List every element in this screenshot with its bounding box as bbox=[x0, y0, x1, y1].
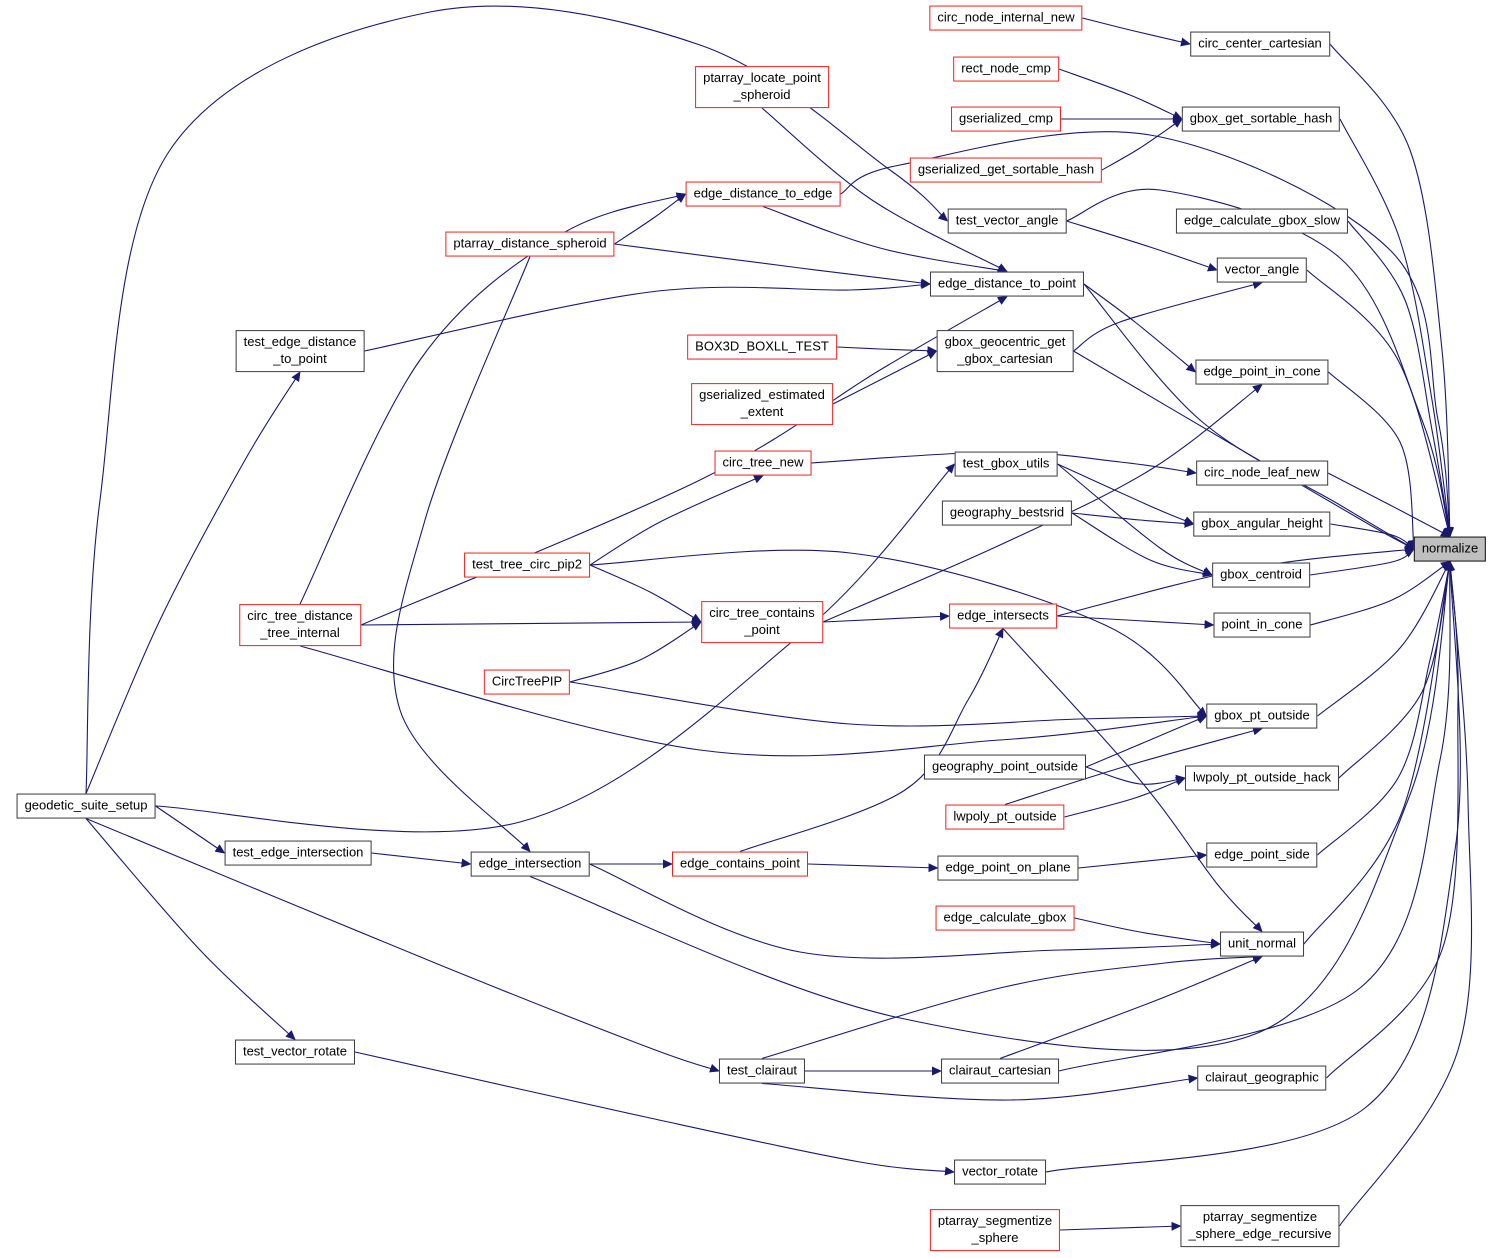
node-label: edge_calculate_gbox bbox=[943, 909, 1067, 925]
node-label: circ_node_leaf_new bbox=[1204, 464, 1320, 480]
edge-test_gbox_utils-to-gbox_angular_height bbox=[1058, 464, 1194, 524]
node-vector_angle[interactable] bbox=[1217, 258, 1307, 283]
node-label: geography_bestsrid bbox=[949, 504, 1065, 520]
node-test_clairaut[interactable] bbox=[719, 1059, 805, 1084]
node-label: gserialized_get_sortable_hash bbox=[917, 161, 1095, 177]
node-vector_rotate[interactable] bbox=[954, 1160, 1046, 1185]
node-label: vector_angle bbox=[1224, 261, 1300, 277]
edge-edge_point_in_cone-to-normalize bbox=[1329, 372, 1415, 549]
node-label: geography_point_outside bbox=[931, 758, 1079, 774]
node-ptarray_segmentize_sphere[interactable] bbox=[930, 1209, 1060, 1251]
node-label: _to_point bbox=[273, 351, 327, 366]
edge-unit_normal-to-normalize bbox=[1304, 562, 1450, 945]
node-label: lwpoly_pt_outside_hack bbox=[1192, 769, 1332, 785]
node-circ_center_cartesian[interactable] bbox=[1190, 32, 1330, 57]
node-label: edge_distance_to_point bbox=[937, 275, 1077, 291]
node-gbox_centroid[interactable] bbox=[1212, 563, 1310, 588]
node-ptarray_distance_spheroid[interactable] bbox=[445, 232, 614, 257]
edge-geography_bestsrid-to-gbox_angular_height bbox=[1072, 513, 1194, 524]
node-geography_bestsrid[interactable] bbox=[942, 501, 1072, 526]
node-label: edge_contains_point bbox=[680, 855, 800, 871]
edge-circ_node_internal_new-to-circ_center_cartesian bbox=[1083, 18, 1191, 44]
edge-edge_calculate_gbox_slow-to-normalize bbox=[1348, 221, 1450, 537]
edge-circ_tree_distance_tree_internal-to-circ_tree_contains_point bbox=[361, 622, 701, 625]
node-label: gbox_get_sortable_hash bbox=[1189, 110, 1333, 126]
edge-CircTreePIP-to-circ_tree_contains_point bbox=[570, 622, 701, 682]
node-label: ptarray_segmentize bbox=[937, 1213, 1053, 1229]
edge-gbox_geocentric_get_gbox_cartesian-to-vector_angle bbox=[1074, 283, 1263, 352]
edge-gbox_get_sortable_hash-to-normalize bbox=[1340, 119, 1450, 537]
edge-CircTreePIP-to-gbox_pt_outside bbox=[570, 682, 1207, 726]
node-edge_contains_point[interactable] bbox=[672, 852, 808, 877]
node-label: circ_tree_new bbox=[722, 454, 804, 470]
node-gserialized_get_sortable_hash[interactable] bbox=[910, 158, 1102, 183]
node-label: gbox_geocentric_get bbox=[944, 334, 1066, 350]
node-label: ptarray_segmentize bbox=[1202, 1209, 1318, 1225]
node-label: _sphere bbox=[971, 1230, 1019, 1245]
node-CircTreePIP[interactable] bbox=[484, 670, 570, 695]
edge-edge_intersects-to-point_in_cone bbox=[1057, 616, 1214, 625]
node-label: circ_tree_distance bbox=[247, 608, 353, 624]
node-lwpoly_pt_outside_hack[interactable] bbox=[1185, 766, 1339, 791]
node-point_in_cone[interactable] bbox=[1214, 613, 1311, 638]
node-label: test_clairaut bbox=[726, 1062, 798, 1078]
node-label: gbox_centroid bbox=[1220, 566, 1302, 582]
edge-geodetic_suite_setup-to-test_edge_intersection bbox=[156, 806, 225, 853]
node-label: edge_intersects bbox=[957, 607, 1049, 623]
edge-test_edge_intersection-to-edge_intersection bbox=[372, 853, 471, 864]
edge-ptarray_distance_spheroid-to-edge_distance_to_point bbox=[615, 244, 931, 284]
edge-gserialized_get_sortable_hash-to-gbox_get_sortable_hash bbox=[1102, 119, 1182, 170]
edge-edge_distance_to_point-to-normalize bbox=[1084, 284, 1414, 549]
node-label: test_edge_distance bbox=[243, 334, 357, 350]
node-label: _extent bbox=[740, 404, 784, 419]
node-label: _tree_internal bbox=[260, 625, 340, 640]
node-label: _point bbox=[744, 622, 780, 637]
node-unit_normal[interactable] bbox=[1220, 932, 1304, 957]
edge-edge_distance_to_point-to-edge_point_in_cone bbox=[1084, 284, 1196, 372]
edge-test_vector_rotate-to-vector_rotate bbox=[355, 1052, 954, 1172]
edge-rect_node_cmp-to-gbox_get_sortable_hash bbox=[1059, 69, 1182, 119]
edge-edge_point_on_plane-to-edge_point_side bbox=[1079, 855, 1207, 868]
edge-circ_tree_contains_point-to-edge_intersects bbox=[823, 616, 949, 622]
node-label: edge_point_in_cone bbox=[1203, 363, 1321, 379]
edge-ptarray_segmentize_sphere_edge_recursive-to-normalize bbox=[1340, 562, 1472, 1227]
edge-edge_point_side-to-normalize bbox=[1318, 562, 1451, 856]
node-label: test_vector_rotate bbox=[242, 1043, 348, 1059]
node-edge_distance_to_point[interactable] bbox=[930, 272, 1084, 297]
node-label: test_gbox_utils bbox=[962, 455, 1050, 471]
node-gbox_pt_outside[interactable] bbox=[1206, 704, 1317, 729]
node-circ_tree_contains_point[interactable] bbox=[701, 601, 823, 643]
edge-test_tree_circ_pip2-to-gbox_pt_outside bbox=[590, 550, 1207, 716]
edge-point_in_cone-to-normalize bbox=[1311, 562, 1451, 626]
node-label: test_vector_angle bbox=[955, 212, 1059, 228]
node-label: gserialized_cmp bbox=[959, 110, 1053, 126]
edge-gbox_centroid-to-normalize bbox=[1310, 549, 1414, 575]
edge-geography_point_outside-to-lwpoly_pt_outside_hack bbox=[1086, 767, 1185, 784]
edge-lwpoly_pt_outside-to-lwpoly_pt_outside_hack bbox=[1065, 778, 1186, 817]
node-gserialized_cmp[interactable] bbox=[951, 107, 1061, 132]
node-label: edge_point_side bbox=[1214, 846, 1310, 862]
node-label: gbox_angular_height bbox=[1201, 515, 1323, 531]
node-circ_tree_new[interactable] bbox=[715, 451, 812, 476]
node-label: vector_rotate bbox=[962, 1163, 1038, 1179]
node-circ_tree_distance_tree_internal[interactable] bbox=[239, 604, 361, 646]
node-label: edge_intersection bbox=[478, 855, 582, 871]
node-label: point_in_cone bbox=[1221, 616, 1303, 632]
edge-test_tree_circ_pip2-to-circ_tree_new bbox=[590, 476, 763, 566]
node-test_vector_rotate[interactable] bbox=[235, 1040, 355, 1065]
edge-circ_tree_distance_tree_internal-to-gbox_pt_outside bbox=[300, 646, 1207, 756]
node-label: BOX3D_BOXLL_TEST bbox=[695, 338, 829, 354]
edge-BOX3D_BOXLL_TEST-to-gbox_geocentric_get_gbox_cartesian bbox=[837, 347, 937, 351]
edge-edge_distance_to_edge-to-normalize bbox=[841, 132, 1451, 537]
node-label: circ_center_cartesian bbox=[1198, 35, 1322, 51]
node-edge_calculate_gbox[interactable] bbox=[936, 906, 1075, 931]
node-gbox_angular_height[interactable] bbox=[1193, 512, 1330, 537]
node-label: _sphere_edge_recursive bbox=[1188, 1226, 1332, 1241]
node-label: edge_point_on_plane bbox=[945, 859, 1071, 875]
node-edge_distance_to_edge[interactable] bbox=[686, 182, 841, 207]
node-label: gbox_pt_outside bbox=[1214, 707, 1310, 723]
node-label: circ_tree_contains bbox=[709, 605, 815, 621]
edge-test_clairaut-to-unit_normal bbox=[762, 957, 1262, 1059]
edge-test_edge_distance_to_point-to-edge_distance_to_point bbox=[365, 284, 931, 351]
node-normalize[interactable] bbox=[1414, 537, 1486, 562]
node-test_edge_intersection[interactable] bbox=[225, 841, 372, 866]
node-clairaut_geographic[interactable] bbox=[1197, 1066, 1326, 1091]
node-clairaut_cartesian[interactable] bbox=[941, 1059, 1059, 1084]
node-gbox_geocentric_get_gbox_cartesian[interactable] bbox=[937, 330, 1074, 372]
node-ptarray_segmentize_sphere_edge_recursive[interactable] bbox=[1180, 1205, 1339, 1247]
node-edge_point_side[interactable] bbox=[1206, 843, 1317, 868]
node-label: circ_node_internal_new bbox=[937, 9, 1075, 25]
node-label: normalize bbox=[1421, 540, 1479, 556]
edge-edge_calculate_gbox-to-unit_normal bbox=[1075, 918, 1221, 944]
edge-edge_contains_point-to-edge_point_on_plane bbox=[808, 864, 938, 868]
node-label: geodetic_suite_setup bbox=[24, 797, 148, 813]
edge-edge_intersection-to-unit_normal bbox=[590, 864, 1221, 958]
node-label: unit_normal bbox=[1228, 935, 1296, 951]
node-label: _gbox_cartesian bbox=[957, 351, 1053, 366]
node-circ_node_internal_new[interactable] bbox=[929, 6, 1082, 31]
node-label: _spheroid bbox=[733, 87, 791, 102]
edge-gbox_angular_height-to-normalize bbox=[1331, 524, 1415, 549]
node-circ_node_leaf_new[interactable] bbox=[1196, 461, 1328, 486]
edge-circ_tree_distance_tree_internal-to-edge_distance_to_point bbox=[361, 297, 1007, 626]
node-lwpoly_pt_outside[interactable] bbox=[945, 805, 1064, 830]
node-label: clairaut_cartesian bbox=[949, 1062, 1051, 1078]
node-test_tree_circ_pip2[interactable] bbox=[464, 553, 590, 578]
node-label: rect_node_cmp bbox=[961, 60, 1051, 76]
edge-geodetic_suite_setup-to-test_edge_distance_to_point bbox=[86, 372, 300, 794]
node-test_edge_distance_to_point[interactable] bbox=[236, 330, 365, 372]
node-edge_calculate_gbox_slow[interactable] bbox=[1176, 209, 1348, 234]
node-label: gserialized_estimated bbox=[699, 387, 825, 403]
node-label: clairaut_geographic bbox=[1205, 1069, 1319, 1085]
node-label: edge_calculate_gbox_slow bbox=[1183, 212, 1341, 228]
edge-gserialized_estimated_extent-to-gbox_geocentric_get_gbox_cartesian bbox=[833, 351, 937, 404]
node-label: test_tree_circ_pip2 bbox=[472, 556, 582, 572]
node-edge_point_on_plane[interactable] bbox=[937, 856, 1078, 881]
node-geodetic_suite_setup[interactable] bbox=[17, 794, 156, 819]
edge-ptarray_segmentize_sphere-to-ptarray_segmentize_sphere_edge_recursive bbox=[1060, 1226, 1181, 1230]
node-edge_intersects[interactable] bbox=[949, 604, 1057, 629]
node-gbox_get_sortable_hash[interactable] bbox=[1182, 107, 1340, 132]
node-rect_node_cmp[interactable] bbox=[953, 57, 1059, 82]
node-label: edge_distance_to_edge bbox=[693, 185, 833, 201]
node-test_vector_angle[interactable] bbox=[948, 209, 1067, 234]
node-test_gbox_utils[interactable] bbox=[955, 452, 1058, 477]
node-BOX3D_BOXLL_TEST[interactable] bbox=[687, 335, 837, 360]
node-edge_intersection[interactable] bbox=[471, 852, 590, 877]
node-gserialized_estimated_extent[interactable] bbox=[691, 383, 833, 425]
node-label: lwpoly_pt_outside bbox=[953, 808, 1057, 824]
node-label: ptarray_locate_point bbox=[703, 70, 821, 86]
node-label: ptarray_distance_spheroid bbox=[453, 235, 607, 251]
edge-test_tree_circ_pip2-to-circ_tree_contains_point bbox=[590, 565, 701, 622]
node-label: CircTreePIP bbox=[491, 673, 563, 689]
edge-ptarray_distance_spheroid-to-edge_distance_to_edge bbox=[615, 194, 686, 244]
node-geography_point_outside[interactable] bbox=[924, 755, 1086, 780]
edge-clairaut_cartesian-to-normalize bbox=[1059, 562, 1450, 1072]
node-edge_point_in_cone[interactable] bbox=[1195, 360, 1328, 385]
edge-geodetic_suite_setup-to-test_gbox_utils bbox=[156, 464, 955, 832]
node-label: test_edge_intersection bbox=[232, 844, 364, 860]
node-ptarray_locate_point_spheroid[interactable] bbox=[695, 66, 829, 108]
